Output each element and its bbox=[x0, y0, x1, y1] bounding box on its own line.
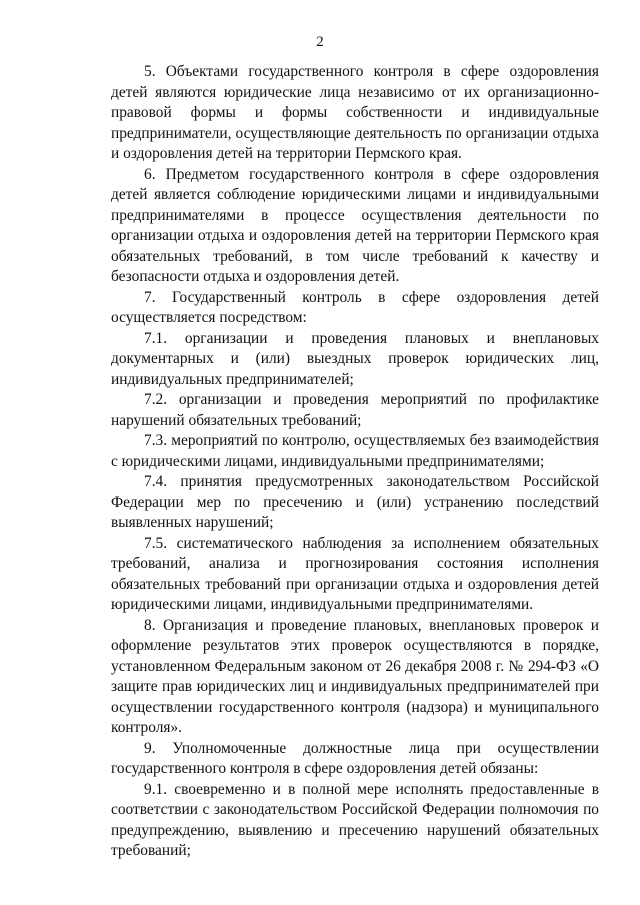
paragraph-7: 7. Государственный контроль в сфере оздоровления детей осуществляется посредством: bbox=[111, 288, 599, 326]
paragraph-7-3: 7.3. мероприятий по контролю, осуществляемых без взаимодействия с юридическими лицами, индивидуальными предпринимателями; bbox=[111, 432, 599, 470]
paragraph-7-5: 7.5. систематического наблюдения за исполнением обязательных требований, анализа и прогнозирования состояния исполнения обязательных требований при организации отдыха и оздоровления детей юридическими лицами, индивидуальными предпринимателями. bbox=[111, 534, 599, 613]
paragraph-5: 5. Объектами государственного контроля в сфере оздоровления детей являются юридические лица независимо от их организационно-правовой формы и формы собственности и индивидуальные предприниматели, осуществляющие деятельность по организации отдыха и оздоровления детей на территории Пермского края. bbox=[111, 63, 599, 162]
paragraph-9-1: 9.1. своевременно и в полной мере исполнять предоставленные в соответствии с законодательством Российской Федерации полномочия по предупреждению, выявлению и пресечению нарушений обязательных требований; bbox=[111, 780, 599, 859]
paragraph-9: 9. Уполномоченные должностные лица при осуществлении государственного контроля в сфере оздоровления детей обязаны: bbox=[111, 739, 599, 777]
paragraph-7-2: 7.2. организации и проведения мероприятий по профилактике нарушений обязательных требований; bbox=[111, 391, 599, 429]
paragraph-8: 8. Организация и проведение плановых, внеплановых проверок и оформление результатов этих проверок осуществляются в порядке, установленном Федеральным законом от 26 декабря 2008 г. № 294-ФЗ «О защите прав юридических лиц и индивидуальных предпринимателей при осуществлении государственного контроля (надзора) и муниципального контроля». bbox=[111, 616, 599, 736]
page-number: 2 bbox=[316, 34, 324, 50]
paragraph-7-1: 7.1. организации и проведения плановых и внеплановых документарных и (или) выездных проверок юридических лиц, индивидуальных предпринимателей; bbox=[111, 329, 599, 388]
paragraph-7-4: 7.4. принятия предусмотренных законодательством Российской Федерации мер по пресечению и (или) устранению последствий выявленных нарушений; bbox=[111, 473, 599, 531]
document-body bbox=[111, 62, 599, 862]
paragraph-6: 6. Предметом государственного контроля в сфере оздоровления детей является соблюдение юридическими лицами и индивидуальными предпринимателями в процессе осуществления деятельности по организации отдыха и оздоровления детей на территории Пермского края обязательных требований, в том числе требований к качеству и безопасности отдыха и оздоровления детей. bbox=[111, 165, 599, 285]
